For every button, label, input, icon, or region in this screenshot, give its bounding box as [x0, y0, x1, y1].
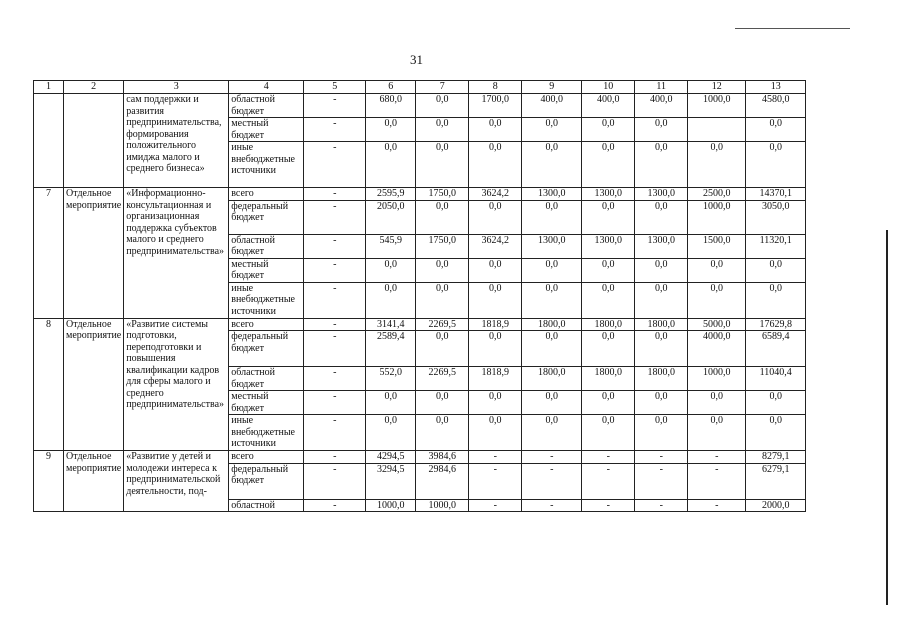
value-cell: 0,0	[635, 391, 688, 415]
value-cell: -	[688, 451, 746, 464]
value-cell: 1300,0	[522, 234, 582, 258]
value-cell: 0,0	[366, 258, 416, 282]
dash-cell: -	[304, 258, 366, 282]
value-cell: -	[635, 499, 688, 512]
value-cell: 0,0	[582, 200, 635, 234]
value-cell: 1300,0	[522, 188, 582, 201]
value-cell: 0,0	[469, 331, 522, 367]
value-cell: 0,0	[522, 258, 582, 282]
value-cell: 8279,1	[746, 451, 806, 464]
value-cell: -	[522, 499, 582, 512]
value-cell: 1800,0	[582, 367, 635, 391]
source-cell: всего	[229, 318, 304, 331]
value-cell: 1000,0	[366, 499, 416, 512]
value-cell: 0,0	[635, 331, 688, 367]
value-cell: 400,0	[635, 94, 688, 118]
value-cell: 0,0	[746, 142, 806, 188]
source-cell: областной	[229, 499, 304, 512]
value-cell: 1300,0	[635, 188, 688, 201]
value-cell: 0,0	[746, 415, 806, 451]
source-cell: всего	[229, 188, 304, 201]
dash-cell: -	[304, 282, 366, 318]
value-cell: 0,0	[635, 258, 688, 282]
value-cell: 2269,5	[416, 318, 469, 331]
value-cell: 1000,0	[688, 94, 746, 118]
measure-type-cell: Отдельное мероприятие	[64, 451, 124, 512]
value-cell: 0,0	[366, 415, 416, 451]
value-cell: 0,0	[746, 118, 806, 142]
header-cell: 10	[582, 81, 635, 94]
value-cell: 11320,1	[746, 234, 806, 258]
value-cell: 0,0	[522, 282, 582, 318]
value-cell: 1500,0	[688, 234, 746, 258]
table-row	[34, 188, 806, 201]
value-cell: 2589,4	[366, 331, 416, 367]
value-cell: 0,0	[366, 282, 416, 318]
value-cell: 400,0	[582, 94, 635, 118]
value-cell: 0,0	[416, 331, 469, 367]
dash-cell: -	[304, 391, 366, 415]
value-cell: 1300,0	[635, 234, 688, 258]
measure-name-cell: «Информационно-консультационная и организационная поддержка субъектов малого и среднего предпринимательства»	[124, 188, 229, 319]
value-cell: 0,0	[582, 142, 635, 188]
value-cell: 3984,6	[416, 451, 469, 464]
dash-cell: -	[304, 415, 366, 451]
source-cell: областной бюджет	[229, 367, 304, 391]
value-cell: 1300,0	[582, 234, 635, 258]
table-row	[34, 94, 806, 118]
value-cell: 17629,8	[746, 318, 806, 331]
value-cell: 680,0	[366, 94, 416, 118]
dash-cell: -	[304, 142, 366, 188]
value-cell: 1000,0	[416, 499, 469, 512]
value-cell: 2595,9	[366, 188, 416, 201]
dash-cell: -	[304, 200, 366, 234]
value-cell: 1750,0	[416, 188, 469, 201]
value-cell: 4294,5	[366, 451, 416, 464]
value-cell: 0,0	[522, 391, 582, 415]
dash-cell: -	[304, 318, 366, 331]
value-cell: 5000,0	[688, 318, 746, 331]
value-cell: 6279,1	[746, 463, 806, 499]
header-cell: 2	[64, 81, 124, 94]
value-cell: 0,0	[582, 331, 635, 367]
value-cell: 0,0	[522, 415, 582, 451]
value-cell: 1700,0	[469, 94, 522, 118]
value-cell: 0,0	[416, 415, 469, 451]
value-cell: 0,0	[522, 118, 582, 142]
header-row	[34, 81, 806, 94]
value-cell: 1818,9	[469, 367, 522, 391]
dash-cell: -	[304, 234, 366, 258]
value-cell: 0,0	[522, 200, 582, 234]
value-cell: 1300,0	[582, 188, 635, 201]
header-cell: 8	[469, 81, 522, 94]
header-cell: 6	[366, 81, 416, 94]
value-cell: 0,0	[746, 282, 806, 318]
header-cell: 9	[522, 81, 582, 94]
value-cell: 1000,0	[688, 367, 746, 391]
value-cell: 2500,0	[688, 188, 746, 201]
measure-number-cell: 7	[34, 188, 64, 319]
value-cell: 1750,0	[416, 234, 469, 258]
budget-table	[33, 80, 806, 512]
value-cell: 3294,5	[366, 463, 416, 499]
measure-type-cell: Отдельное мероприятие	[64, 188, 124, 319]
value-cell: 0,0	[635, 415, 688, 451]
header-cell: 3	[124, 81, 229, 94]
value-cell: 0,0	[688, 258, 746, 282]
source-cell: иные внебюджетные источники	[229, 415, 304, 451]
value-cell: 0,0	[469, 258, 522, 282]
value-cell: 0,0	[366, 118, 416, 142]
source-cell: местный бюджет	[229, 391, 304, 415]
value-cell: -	[582, 499, 635, 512]
value-cell: 0,0	[416, 200, 469, 234]
value-cell: 0,0	[688, 142, 746, 188]
value-cell: -	[522, 451, 582, 464]
value-cell: -	[635, 463, 688, 499]
value-cell: 0,0	[416, 118, 469, 142]
value-cell: 3050,0	[746, 200, 806, 234]
value-cell: 0,0	[688, 415, 746, 451]
value-cell: 0,0	[522, 331, 582, 367]
source-cell: федеральный бюджет	[229, 200, 304, 234]
value-cell: -	[582, 451, 635, 464]
top-rule	[735, 28, 850, 29]
value-cell: -	[635, 451, 688, 464]
value-cell: 1800,0	[582, 318, 635, 331]
source-cell: всего	[229, 451, 304, 464]
value-cell: 0,0	[416, 94, 469, 118]
value-cell: 0,0	[635, 142, 688, 188]
value-cell: 0,0	[635, 118, 688, 142]
value-cell: 1800,0	[635, 367, 688, 391]
dash-cell: -	[304, 331, 366, 367]
value-cell: 3624,2	[469, 234, 522, 258]
value-cell: 0,0	[746, 258, 806, 282]
source-cell: областной бюджет	[229, 234, 304, 258]
header-cell: 5	[304, 81, 366, 94]
value-cell: 0,0	[469, 415, 522, 451]
value-cell: 552,0	[366, 367, 416, 391]
value-cell: 1818,9	[469, 318, 522, 331]
value-cell: -	[522, 463, 582, 499]
dash-cell: -	[304, 451, 366, 464]
measure-name-cell: сам поддержки и развития предпринимательства, формирования положительного имиджа малого и среднего бизнеса»	[124, 94, 229, 188]
value-cell: 0,0	[522, 142, 582, 188]
header-cell: 1	[34, 81, 64, 94]
header-cell: 11	[635, 81, 688, 94]
value-cell: 0,0	[582, 282, 635, 318]
value-cell: 0,0	[469, 200, 522, 234]
value-cell: 4000,0	[688, 331, 746, 367]
value-cell: 0,0	[469, 142, 522, 188]
value-cell: 6589,4	[746, 331, 806, 367]
value-cell: 3141,4	[366, 318, 416, 331]
source-cell: иные внебюджетные источники	[229, 142, 304, 188]
measure-number-cell	[34, 94, 64, 188]
value-cell: 0,0	[688, 282, 746, 318]
value-cell: -	[469, 463, 522, 499]
value-cell: 0,0	[469, 391, 522, 415]
measure-type-cell: Отдельное мероприятие	[64, 318, 124, 451]
value-cell: 0,0	[688, 391, 746, 415]
value-cell: 0,0	[416, 258, 469, 282]
value-cell: 3624,2	[469, 188, 522, 201]
dash-cell: -	[304, 463, 366, 499]
dash-cell: -	[304, 499, 366, 512]
measure-name-cell: «Развитие системы подготовки, переподготовки и повышения квалификации кадров для сферы малого и среднего предпринимательства»	[124, 318, 229, 451]
value-cell: 1800,0	[635, 318, 688, 331]
measure-type-cell	[64, 94, 124, 188]
table-row	[34, 318, 806, 331]
value-cell: 0,0	[469, 282, 522, 318]
value-cell: 2000,0	[746, 499, 806, 512]
header-cell: 13	[746, 81, 806, 94]
value-cell: 0,0	[366, 142, 416, 188]
value-cell: 0,0	[635, 282, 688, 318]
value-cell: -	[688, 499, 746, 512]
value-cell: 0,0	[416, 391, 469, 415]
value-cell: 0,0	[416, 282, 469, 318]
measure-number-cell: 8	[34, 318, 64, 451]
header-cell: 7	[416, 81, 469, 94]
source-cell: иные внебюджетные источники	[229, 282, 304, 318]
value-cell: 0,0	[582, 118, 635, 142]
value-cell: 0,0	[469, 118, 522, 142]
table-row	[34, 451, 806, 464]
value-cell: 0,0	[582, 415, 635, 451]
value-cell: 0,0	[582, 391, 635, 415]
value-cell: 0,0	[635, 200, 688, 234]
value-cell: 11040,4	[746, 367, 806, 391]
measure-number-cell: 9	[34, 451, 64, 512]
value-cell: 1800,0	[522, 367, 582, 391]
value-cell: 1000,0	[688, 200, 746, 234]
value-cell: 14370,1	[746, 188, 806, 201]
value-cell: 545,9	[366, 234, 416, 258]
value-cell: 0,0	[582, 258, 635, 282]
value-cell	[688, 118, 746, 142]
scan-edge-line	[886, 230, 888, 605]
value-cell: -	[582, 463, 635, 499]
value-cell: 400,0	[522, 94, 582, 118]
header-cell: 12	[688, 81, 746, 94]
source-cell: федеральный бюджет	[229, 463, 304, 499]
source-cell: местный бюджет	[229, 258, 304, 282]
value-cell: 2984,6	[416, 463, 469, 499]
value-cell: -	[688, 463, 746, 499]
dash-cell: -	[304, 118, 366, 142]
value-cell: 0,0	[746, 391, 806, 415]
dash-cell: -	[304, 367, 366, 391]
source-cell: областной бюджет	[229, 94, 304, 118]
dash-cell: -	[304, 94, 366, 118]
value-cell: 0,0	[416, 142, 469, 188]
value-cell: -	[469, 451, 522, 464]
value-cell: -	[469, 499, 522, 512]
value-cell: 2050,0	[366, 200, 416, 234]
source-cell: федеральный бюджет	[229, 331, 304, 367]
value-cell: 2269,5	[416, 367, 469, 391]
header-cell: 4	[229, 81, 304, 94]
dash-cell: -	[304, 188, 366, 201]
source-cell: местный бюджет	[229, 118, 304, 142]
value-cell: 0,0	[366, 391, 416, 415]
page-number: 31	[410, 52, 423, 67]
measure-name-cell: «Развитие у детей и молодежи интереса к предпринимательской деятельности, под-	[124, 451, 229, 512]
value-cell: 1800,0	[522, 318, 582, 331]
value-cell: 4580,0	[746, 94, 806, 118]
